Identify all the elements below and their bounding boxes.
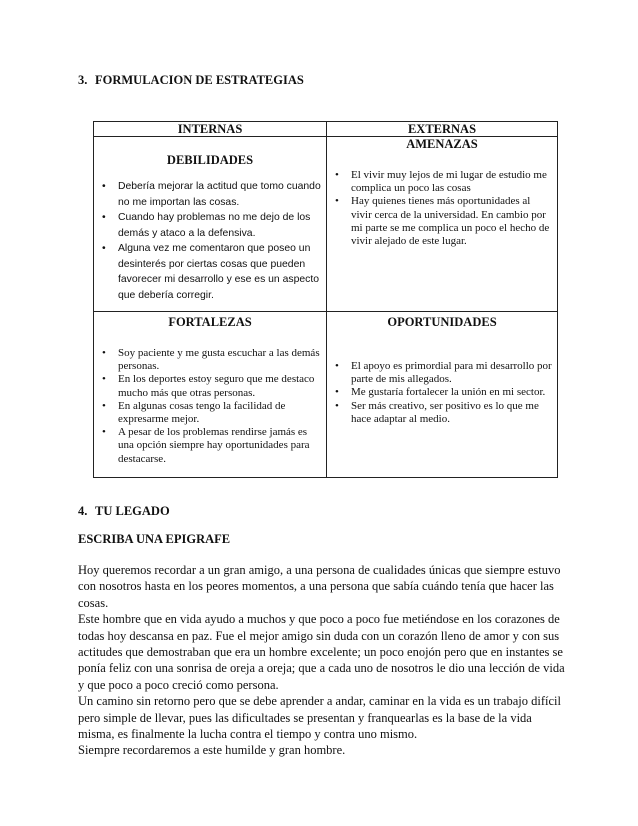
internas-header: INTERNAS bbox=[94, 122, 327, 137]
paragraph: Un camino sin retorno pero que se debe aprender a andar, caminar en la vida es un trabajo difícil pero simple de llevar, pues las dificultades se presentan y franquearlas es la base de la vida misma, es finalmente la lucha contra el tiempo y contra uno mismo. bbox=[78, 694, 561, 742]
oportunidades-title: OPORTUNIDADES bbox=[387, 315, 497, 329]
list-item: • Soy paciente y me gusta escuchar a las demás personas. bbox=[98, 347, 322, 373]
section-3-title: FORMULACION DE ESTRATEGIAS bbox=[95, 73, 304, 87]
fortalezas-title: FORTALEZAS bbox=[168, 315, 252, 329]
oportunidades-cell bbox=[327, 312, 558, 478]
section-3-number: 3. bbox=[78, 73, 88, 87]
section-4-heading bbox=[78, 504, 170, 519]
oportunidades-list bbox=[331, 360, 553, 426]
section-4-number: 4. bbox=[78, 504, 88, 518]
list-item: • Alguna vez me comentaron que poseo un desinterés por ciertas cosas que pueden favorecer mi desarrollo y ese es un aspecto que debería corregir. bbox=[98, 241, 322, 303]
amenazas-title: AMENAZAS bbox=[406, 137, 478, 151]
paragraph: Siempre recordaremos a este humilde y gran hombre. bbox=[78, 743, 346, 758]
list-item: • Me gustaría fortalecer la unión en mi sector. bbox=[331, 386, 553, 399]
paragraph: Este hombre que en vida ayudo a muchos y que poco a poco fue metiéndose en los corazones de todas hoy descansa en paz. Fue el mejor amigo sin duda con un corazón lleno de amor y con sus actitudes que demostraban que era un hombre excelente; un poco enojón pero que en instantes se ponía feliz con una sonrisa de oreja a oreja; que a cada uno de nosotros le dio una lección de vida y que poco a poco creció como persona. bbox=[78, 612, 565, 692]
section-4-title: TU LEGADO bbox=[95, 504, 170, 518]
debilidades-cell bbox=[94, 137, 327, 312]
epigrafe-body bbox=[78, 562, 568, 759]
externas-header: EXTERNAS bbox=[327, 122, 558, 137]
epigrafe-title: ESCRIBA UNA EPIGRAFE bbox=[78, 532, 231, 546]
list-item: • A pesar de los problemas rendirse jamás es una opción siempre hay oportunidades para destacarse. bbox=[98, 426, 322, 466]
debilidades-list bbox=[98, 179, 322, 303]
list-item: • El vivir muy lejos de mi lugar de estudio me complica un poco las cosas bbox=[331, 169, 553, 195]
list-item: • Debería mejorar la actitud que tomo cuando no me importan las cosas. bbox=[98, 179, 322, 210]
list-item: • Ser más creativo, ser positivo es lo que me hace adaptar al medio. bbox=[331, 400, 553, 426]
fortalezas-list bbox=[98, 347, 322, 466]
fortalezas-cell bbox=[94, 312, 327, 478]
amenazas-list bbox=[331, 169, 553, 248]
list-item: • Cuando hay problemas no me dejo de los demás y ataco a la defensiva. bbox=[98, 210, 322, 241]
section-3-heading bbox=[78, 73, 304, 88]
list-item: • Hay quienes tienes más oportunidades al vivir cerca de la universidad. En cambio por mi parte se me complica un poco el hecho de vivir alejado de este lugar. bbox=[331, 195, 553, 248]
debilidades-title: DEBILIDADES bbox=[166, 153, 254, 167]
list-item: • El apoyo es primordial para mi desarrollo por parte de mis allegados. bbox=[331, 360, 553, 386]
list-item: • En algunas cosas tengo la facilidad de expresarme mejor. bbox=[98, 400, 322, 426]
paragraph: Hoy queremos recordar a un gran amigo, a una persona de cualidades únicas que siempre estuvo con nosotros hasta en los peores momentos, a una persona que sabía cuándo tenía que hacer las cosas. bbox=[78, 563, 561, 610]
amenazas-cell bbox=[327, 137, 558, 312]
swot-table bbox=[93, 121, 558, 478]
list-item: • En los deportes estoy seguro que me destaco mucho más que otras personas. bbox=[98, 373, 322, 399]
